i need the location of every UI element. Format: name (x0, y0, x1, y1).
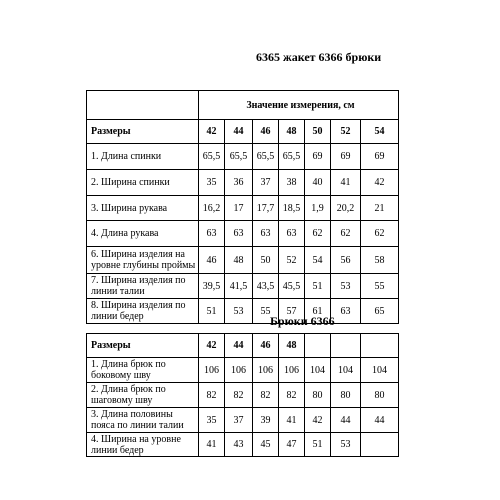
value-cell: 106 (199, 358, 225, 383)
value-cell: 17,7 (253, 196, 279, 221)
value-cell: 58 (361, 247, 399, 274)
table-row (87, 144, 399, 170)
value-cell: 44 (331, 408, 361, 433)
value-cell: 48 (225, 247, 253, 274)
row-label: 3. Длина половины пояса по линии талии (87, 408, 199, 433)
value-cell: 41,5 (225, 274, 253, 299)
value-cell: 82 (253, 383, 279, 408)
value-cell: 106 (279, 358, 305, 383)
value-cell: 1,9 (305, 196, 331, 221)
size-header-row (87, 120, 399, 144)
value-cell: 80 (305, 383, 331, 408)
value-cell: 51 (305, 433, 331, 457)
row-label: 1. Длина спинки (87, 144, 199, 170)
size-header-row (87, 334, 399, 358)
value-cell: 41 (331, 170, 361, 196)
size-header: 48 (279, 334, 305, 358)
value-cell: 35 (199, 408, 225, 433)
value-cell: 69 (361, 144, 399, 170)
value-cell: 63 (331, 299, 361, 324)
value-cell: 80 (331, 383, 361, 408)
size-header (331, 334, 361, 358)
table-row (87, 221, 399, 247)
value-cell: 20,2 (331, 196, 361, 221)
value-cell: 51 (305, 274, 331, 299)
value-cell: 45,5 (279, 274, 305, 299)
value-cell: 56 (331, 247, 361, 274)
value-cell: 39 (253, 408, 279, 433)
table-row (87, 196, 399, 221)
value-cell: 50 (253, 247, 279, 274)
value-cell: 42 (305, 408, 331, 433)
pants-title: Брюки 6366 (270, 314, 335, 328)
size-header: 48 (279, 120, 305, 144)
table-row (87, 408, 399, 433)
value-cell: 18,5 (279, 196, 305, 221)
size-label: Размеры (87, 334, 199, 358)
value-cell: 35 (199, 170, 225, 196)
value-cell: 69 (331, 144, 361, 170)
value-cell: 16,2 (199, 196, 225, 221)
value-cell: 82 (199, 383, 225, 408)
value-cell: 47 (279, 433, 305, 457)
value-cell: 51 (199, 299, 225, 324)
value-cell: 61 (305, 299, 331, 324)
value-cell: 82 (225, 383, 253, 408)
value-cell: 41 (279, 408, 305, 433)
size-header: 44 (225, 334, 253, 358)
size-header (305, 334, 331, 358)
value-cell: 63 (225, 221, 253, 247)
row-label: 2. Длина брюк по шаговому шву (87, 383, 199, 408)
table-row (87, 247, 399, 274)
row-label: 3. Ширина рукава (87, 196, 199, 221)
table-row (87, 274, 399, 299)
value-cell (361, 433, 399, 457)
row-label: 4. Ширина на уровне линии бедер (87, 433, 199, 457)
value-cell: 52 (279, 247, 305, 274)
table-row (87, 383, 399, 408)
value-cell: 39,5 (199, 274, 225, 299)
value-cell: 43 (225, 433, 253, 457)
value-cell: 45 (253, 433, 279, 457)
value-cell: 63 (199, 221, 225, 247)
value-cell: 37 (225, 408, 253, 433)
value-cell: 104 (331, 358, 361, 383)
value-cell: 69 (305, 144, 331, 170)
value-cell: 17 (225, 196, 253, 221)
size-header: 52 (331, 120, 361, 144)
value-cell: 46 (199, 247, 225, 274)
caption-row (87, 91, 399, 120)
blank-cell (87, 91, 199, 120)
table-row (87, 170, 399, 196)
value-cell: 57 (279, 299, 305, 324)
value-cell: 41 (199, 433, 225, 457)
value-cell: 43,5 (253, 274, 279, 299)
value-cell: 55 (253, 299, 279, 324)
value-cell: 21 (361, 196, 399, 221)
value-cell: 54 (305, 247, 331, 274)
value-cell: 80 (361, 383, 399, 408)
value-cell: 106 (253, 358, 279, 383)
row-label: 8. Ширина изделия по линии бедер (87, 299, 199, 324)
jacket-measurements-table (86, 90, 399, 324)
value-cell: 104 (361, 358, 399, 383)
size-header: 46 (253, 334, 279, 358)
table-row (87, 299, 399, 324)
value-cell: 82 (279, 383, 305, 408)
size-label: Размеры (87, 120, 199, 144)
value-cell: 44 (361, 408, 399, 433)
row-label: 6. Ширина изделия на уровне глубины проймы (87, 247, 199, 274)
pants-measurements-table (86, 333, 399, 457)
row-label: 1. Длина брюк по боковому шву (87, 358, 199, 383)
page-title: 6365 жакет 6366 брюки (256, 50, 382, 64)
value-cell: 65,5 (279, 144, 305, 170)
size-header: 42 (199, 334, 225, 358)
row-label: 2. Ширина спинки (87, 170, 199, 196)
size-header (361, 334, 399, 358)
value-cell: 65,5 (225, 144, 253, 170)
row-label: 4. Длина рукава (87, 221, 199, 247)
value-cell: 36 (225, 170, 253, 196)
measurement-caption: Значение измерения, см (199, 91, 399, 120)
value-cell: 63 (279, 221, 305, 247)
value-cell: 42 (361, 170, 399, 196)
value-cell: 55 (361, 274, 399, 299)
value-cell: 65,5 (253, 144, 279, 170)
table-row (87, 358, 399, 383)
size-header: 44 (225, 120, 253, 144)
value-cell: 62 (305, 221, 331, 247)
value-cell: 53 (225, 299, 253, 324)
value-cell: 62 (331, 221, 361, 247)
value-cell: 65,5 (199, 144, 225, 170)
size-header: 54 (361, 120, 399, 144)
value-cell: 40 (305, 170, 331, 196)
value-cell: 37 (253, 170, 279, 196)
value-cell: 104 (305, 358, 331, 383)
value-cell: 63 (253, 221, 279, 247)
value-cell: 53 (331, 274, 361, 299)
size-header: 46 (253, 120, 279, 144)
value-cell: 62 (361, 221, 399, 247)
value-cell: 106 (225, 358, 253, 383)
value-cell: 38 (279, 170, 305, 196)
row-label: 7. Ширина изделия по линии талии (87, 274, 199, 299)
table-row (87, 433, 399, 457)
size-header: 42 (199, 120, 225, 144)
value-cell: 53 (331, 433, 361, 457)
size-header: 50 (305, 120, 331, 144)
value-cell: 65 (361, 299, 399, 324)
